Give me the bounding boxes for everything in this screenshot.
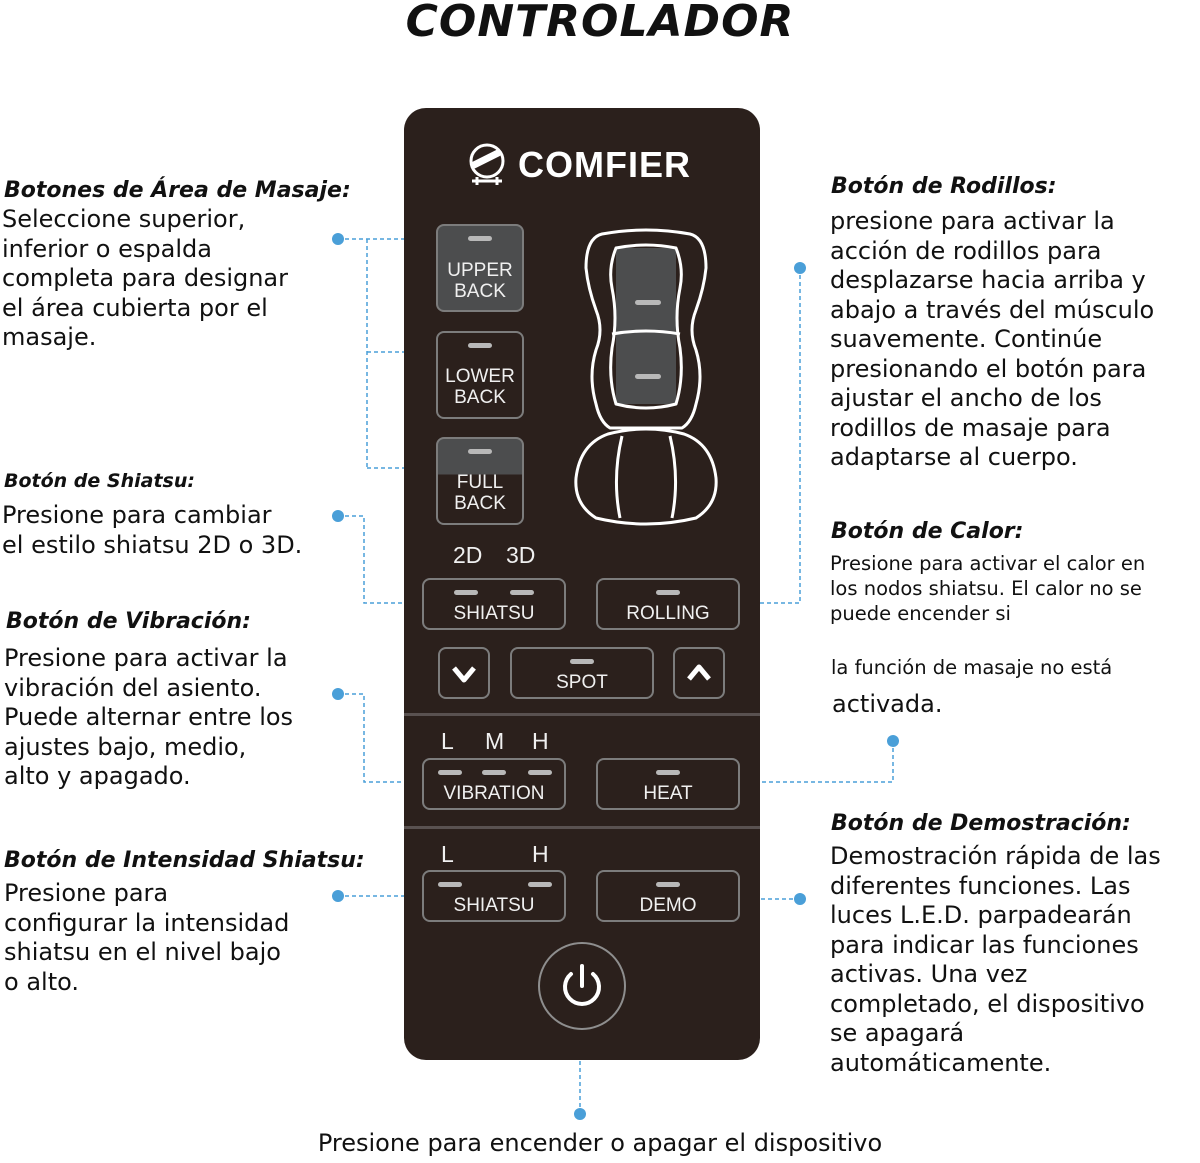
vibration-button[interactable] [422,758,566,810]
heat-description: Presione para activar el calor en los nodos shiatsu. El calor no se puede encender si [830,552,1146,625]
chevron-up-icon [675,649,723,697]
rolling-led [656,590,680,595]
vibration-medium-led [482,770,506,775]
shiatsu-label: SHIATSU [453,603,535,624]
callout-dot-demo [794,893,806,905]
rolling-button[interactable] [596,578,740,630]
shiatsu-intensity-button[interactable] [422,870,566,922]
lower-back-button[interactable] [436,331,524,419]
callout-dot-shiatsu [332,510,344,522]
vibration-description: Presione para activar la vibración del asiento. Puede alternar entre los ajustes bajo, medio, alto y apagado. [4,644,294,790]
heat-led [656,770,680,775]
upper-back-led [468,236,492,241]
spot-down-button[interactable] [438,647,490,699]
vibration-label: VIBRATION [443,783,545,804]
demo-button[interactable] [596,870,740,922]
demo-description: Demostración rápida de las diferentes funciones. Las luces L.E.D. parpadearán para indicar las funciones activas. Una vez completado, el dispositivo se apagará automáticamente. [830,842,1161,1077]
seat-cushion-illustration [572,228,720,528]
vibration-heading: Botón de Vibración: [6,609,251,634]
lower-back-led [468,343,492,348]
power-button[interactable] [538,942,626,1030]
upper-back-button[interactable] [436,224,524,312]
spot-led [570,659,594,664]
mode-2d-label: 2D [453,542,483,568]
vibration-medium-label: M [485,728,505,754]
intensity-heading: Botón de Intensidad Shiatsu: [4,848,365,873]
lower-back-label-line2: BACK [454,387,506,408]
heat-heading: Botón de Calor: [831,519,1024,544]
callout-dot-area [332,233,344,245]
mode-3d-label: 3D [506,542,536,568]
vibration-low-label: L [441,728,454,754]
heat-description-line2: la función de masaje no está [831,656,1113,679]
callout-dot-vibration [332,688,344,700]
callout-dot-power [574,1108,586,1120]
heat-description-line3: activada. [832,690,943,718]
shiatsu-2d-led [454,590,478,595]
vibration-low-led [438,770,462,775]
area-description: Seleccione superior, inferior o espalda completa para designar el área cubierta por el masaje. [2,205,289,351]
chevron-down-icon [440,649,488,697]
callout-dot-heat [887,735,899,747]
area-heading: Botones de Área de Masaje: [4,178,351,203]
demo-led [656,882,680,887]
intensity-high-label: H [532,841,549,867]
intensity-description: Presione para configurar la intensidad shiatsu en el nivel bajo o alto. [4,879,290,996]
remote-divider-2 [404,826,760,829]
full-back-label-line2: BACK [454,493,506,514]
spot-up-button[interactable] [673,647,725,699]
upper-back-label-line2: BACK [454,281,506,302]
page-title: CONTROLADOR [405,0,795,47]
heat-label: HEAT [643,783,693,804]
intensity-high-led [528,882,552,887]
brand-name: COMFIER [518,144,691,185]
demo-heading: Botón de Demostración: [831,811,1131,836]
spot-label: SPOT [556,672,608,693]
shiatsu-3d-led [510,590,534,595]
shiatsu-button[interactable] [422,578,566,630]
vibration-high-label: H [532,728,549,754]
intensity-low-label: L [441,841,454,867]
callout-dot-intensity [332,890,344,902]
intensity-label: SHIATSU [453,895,535,916]
rollers-description: presione para activar la acción de rodillos para desplazarse hacia arriba y abajo a través del músculo suavemente. Continúe presionando el botón para ajustar el ancho de los rodillos de masaje para adaptarse al cuerpo. [830,207,1155,471]
callout-dot-rolling [794,262,806,274]
shiatsu-description: Presione para cambiar el estilo shiatsu 2D o 3D. [2,501,303,559]
brand-mascot-icon [464,141,510,189]
power-icon [540,944,624,1028]
intensity-low-led [438,882,462,887]
shiatsu-heading: Botón de Shiatsu: [4,470,195,492]
power-caption: Presione para encender o apagar el dispositivo [317,1129,883,1157]
spot-button[interactable] [510,647,654,699]
heat-button[interactable] [596,758,740,810]
full-back-label-line1: FULL [456,472,504,493]
rollers-heading: Botón de Rodillos: [831,174,1057,199]
vibration-high-led [528,770,552,775]
full-back-led [468,449,492,454]
rolling-label: ROLLING [626,603,710,624]
full-back-button[interactable] [436,437,524,525]
demo-label: DEMO [639,895,697,916]
lower-back-label-line1: LOWER [445,366,515,387]
upper-back-label-line1: UPPER [447,260,513,281]
remote-divider-1 [404,713,760,716]
brand-logo [464,140,691,190]
